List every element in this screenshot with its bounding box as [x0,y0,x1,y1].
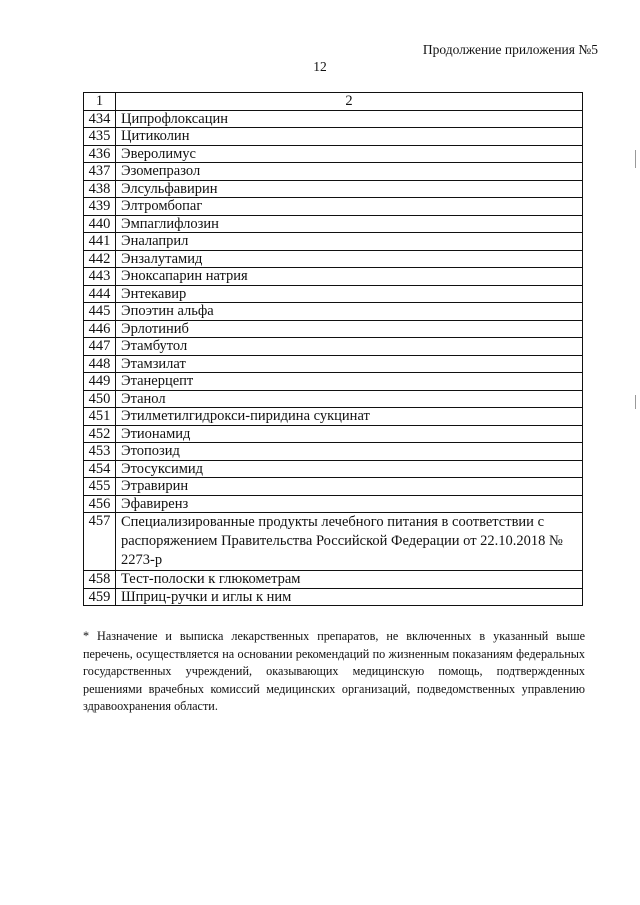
drug-name: Эверолимус [116,145,583,163]
table-row [84,128,583,146]
drug-list-table [83,92,583,606]
row-number: 435 [84,128,116,146]
row-number: 457 [84,513,116,571]
table-row [84,355,583,373]
row-number: 456 [84,495,116,513]
drug-name: Эзомепразол [116,163,583,181]
table-row [84,513,583,571]
drug-name: Эналаприл [116,233,583,251]
row-number: 454 [84,460,116,478]
drug-name: Элтромбопаг [116,198,583,216]
row-number: 438 [84,180,116,198]
row-number: 445 [84,303,116,321]
column-header-name: 2 [116,93,583,111]
table-row [84,215,583,233]
row-number: 459 [84,588,116,606]
footnote: * Назначение и выписка лекарственных препаратов, не включенных в указанный выше перечень, осуществляется на основании рекомендаций по жизненным показаниям федеральных государственных учреждений, оказывающих медицинскую помощь, подтвержденных решениями врачебных комиссий медицинских организаций, подведомственных управлению здравоохранения области. [83,629,585,713]
row-number: 448 [84,355,116,373]
row-number: 452 [84,425,116,443]
table-row [84,110,583,128]
row-number: 443 [84,268,116,286]
drug-name: Энзалутамид [116,250,583,268]
row-number: 439 [84,198,116,216]
row-number: 440 [84,215,116,233]
table-row [84,425,583,443]
drug-name: Эмпаглифлозин [116,215,583,233]
table-row [84,495,583,513]
drug-name: Ципрофлоксацин [116,110,583,128]
drug-name: Шприц-ручки и иглы к ним [116,588,583,606]
appendix-continuation-note: Продолжение приложения №5 [422,42,598,57]
row-number: 437 [84,163,116,181]
table-row [84,268,583,286]
table-row [84,571,583,589]
table-row [84,180,583,198]
row-number: 434 [84,110,116,128]
drug-name: Эрлотиниб [116,320,583,338]
drug-name: Этанерцепт [116,373,583,391]
table-row [84,588,583,606]
table-header-row [84,93,583,111]
row-number: 444 [84,285,116,303]
drug-name: Этамбутол [116,338,583,356]
drug-name: Этилметилгидрокси-пиридина сукцинат [116,408,583,426]
row-number: 441 [84,233,116,251]
table-row [84,478,583,496]
page-number: 12 [313,59,327,74]
table-row [84,320,583,338]
drug-list-body [84,93,583,606]
drug-name: Энтекавир [116,285,583,303]
table-row [84,408,583,426]
row-number: 451 [84,408,116,426]
table-row [84,338,583,356]
table-row [84,163,583,181]
drug-name: Этопозид [116,443,583,461]
table-row [84,250,583,268]
drug-name: Этанол [116,390,583,408]
row-number: 449 [84,373,116,391]
table-row [84,460,583,478]
drug-name: Эноксапарин натрия [116,268,583,286]
table-row [84,303,583,321]
row-number: 442 [84,250,116,268]
drug-name: Этамзилат [116,355,583,373]
row-number: 436 [84,145,116,163]
table-row [84,443,583,461]
scan-margin-mark [635,395,636,409]
row-number: 447 [84,338,116,356]
table-row [84,145,583,163]
row-number: 458 [84,571,116,589]
table-row [84,390,583,408]
row-number: 450 [84,390,116,408]
drug-name: Элсульфавирин [116,180,583,198]
drug-name: Этосуксимид [116,460,583,478]
drug-name: Цитиколин [116,128,583,146]
table-row [84,285,583,303]
table-row [84,233,583,251]
drug-name: Эфавиренз [116,495,583,513]
drug-name: Специализированные продукты лечебного питания в соответствии с распоряжением Правительства Российской Федерации от 22.10.2018 № 2273-р [116,513,583,571]
column-header-number: 1 [84,93,116,111]
row-number: 446 [84,320,116,338]
table-row [84,373,583,391]
scan-margin-mark [635,150,636,168]
drug-name: Этионамид [116,425,583,443]
drug-name: Эпоэтин альфа [116,303,583,321]
row-number: 453 [84,443,116,461]
drug-name: Этравирин [116,478,583,496]
drug-name: Тест-полоски к глюкометрам [116,571,583,589]
row-number: 455 [84,478,116,496]
table-row [84,198,583,216]
